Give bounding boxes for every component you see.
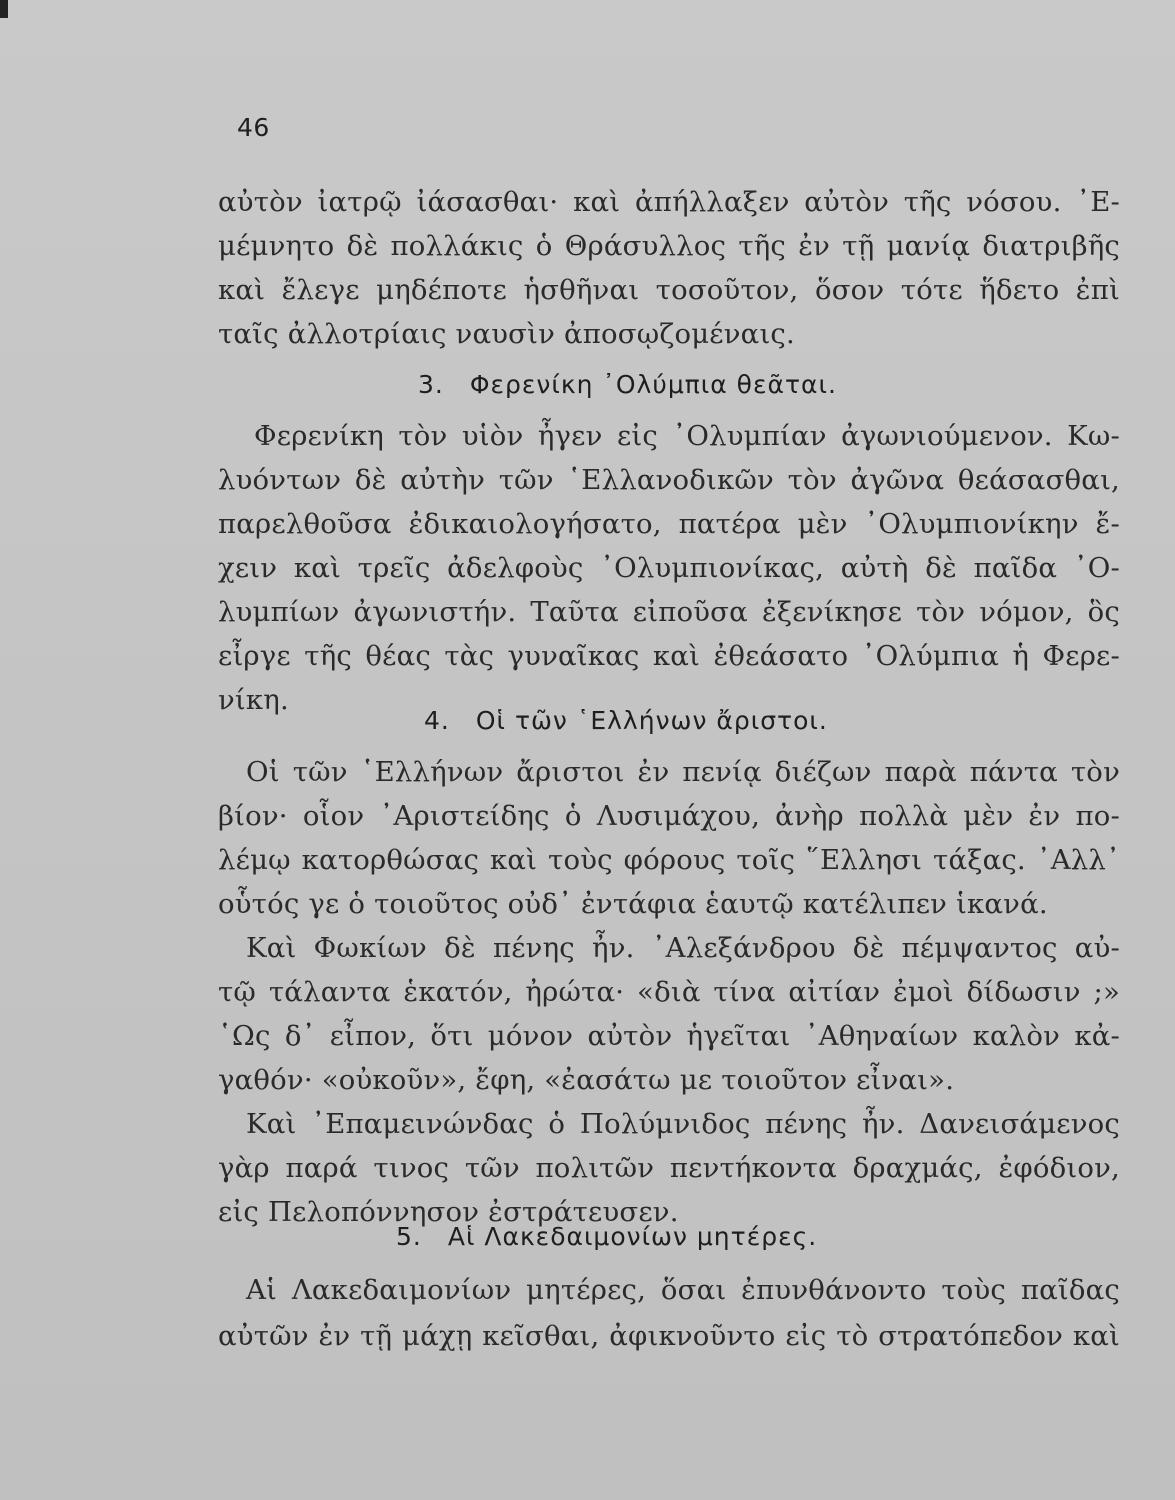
text-line: καὶ ἔλεγε μηδέποτε ἡσθῆναι τοσοῦτον, ὅσον τότε ἥδετο ἐπὶ [218, 274, 1120, 306]
text-line: εἰς Πελοπόννησον ἐστράτευσεν. [218, 1196, 679, 1228]
text-line: αὐτῶν ἐν τῇ μάχῃ κεῖσθαι, ἀφικνοῦντο εἰς τὸ στρατόπεδον καὶ [218, 1320, 1120, 1352]
text-line: παρελθοῦσα ἐδικαιολογήσατο, πατέρα μὲν ᾿Ολυμπιονίκην ἔ- [218, 508, 1120, 540]
section-heading-4 [424, 706, 828, 735]
section-heading-3 [418, 370, 837, 399]
page-number: 46 [237, 113, 270, 142]
section-title: Οἱ τῶν ῾Ελλήνων ἄριστοι. [475, 706, 828, 735]
text-line: γαθόν· «οὐκοῦν», ἔφη, «ἐασάτω με τοιοῦτον εἶναι». [218, 1064, 955, 1096]
text-line: Φερενίκη τὸν υἱὸν ἦγεν εἰς ᾿Ολυμπίαν ἀγωνιούμενον. Κω- [254, 420, 1120, 452]
text-line: χειν καὶ τρεῖς ἀδελφοὺς ᾿Ολυμπιονίκας, αὐτὴ δὲ παῖδα ᾿Ο- [218, 552, 1120, 584]
section-number: 5. [396, 1222, 422, 1251]
text-line: Καὶ Φωκίων δὲ πένης ἦν. ᾿Αλεξάνδρου δὲ πέμψαντος αὐ- [246, 932, 1120, 964]
section-number: 3. [418, 370, 444, 399]
text-line: εἶργε τῆς θέας τὰς γυναῖκας καὶ ἐθεάσατο ᾿Ολύμπια ἡ Φερε- [218, 640, 1120, 672]
text-line: οὗτός γε ὁ τοιοῦτος οὐδ᾿ ἐντάφια ἑαυτῷ κατέλιπεν ἱκανά. [218, 888, 1048, 920]
text-line: τῷ τάλαντα ἑκατόν, ἠρώτα· «διὰ τίνα αἰτίαν ἐμοὶ δίδωσιν ;» [218, 976, 1120, 1008]
text-line: γὰρ παρά τινος τῶν πολιτῶν πεντήκοντα δραχμάς, ἐφόδιον, [218, 1152, 1120, 1184]
text-line: λυόντων δὲ αὐτὴν τῶν ῾Ελλανοδικῶν τὸν ἀγῶνα θεάσασθαι, [218, 464, 1120, 496]
text-line: Οἱ τῶν ῾Ελλήνων ἄριστοι ἐν πενίᾳ διέζων παρὰ πάντα τὸν [246, 756, 1120, 788]
text-line: ῾Ως δ᾿ εἶπον, ὅτι μόνον αὐτὸν ἡγεῖται ᾿Αθηναίων καλὸν κἀ- [218, 1020, 1120, 1052]
text-line: Αἱ Λακεδαιμονίων μητέρες, ὅσαι ἐπυνθάνοντο τοὺς παῖδας [246, 1274, 1120, 1306]
section-heading-5 [396, 1222, 817, 1251]
section-number: 4. [424, 706, 450, 735]
text-line: ταῖς ἀλλοτρίαις ναυσὶν ἀποσῳζομέναις. [218, 318, 795, 350]
text-line: Καὶ ᾿Επαμεινώνδας ὁ Πολύμνιδος πένης ἦν. Δανεισάμενος [246, 1108, 1120, 1140]
text-line: αὐτὸν ἰατρῷ ἰάσασθαι· καὶ ἀπήλλαξεν αὐτὸν τῆς νόσου. ᾿Ε- [218, 186, 1120, 218]
text-line: νίκη. [218, 684, 289, 716]
scan-corner-mark [0, 0, 8, 18]
text-line: βίον· οἷον ᾿Αριστείδης ὁ Λυσιμάχου, ἀνὴρ πολλὰ μὲν ἐν πο- [218, 800, 1120, 832]
section-title: Αἱ Λακεδαιμονίων μητέρες. [447, 1222, 818, 1251]
section-title: Φερενίκη ᾿Ολύμπια θεᾶται. [469, 370, 837, 399]
text-line: λυμπίων ἀγωνιστήν. Ταῦτα εἰποῦσα ἐξενίκησε τὸν νόμον, ὃς [218, 596, 1120, 628]
text-line: μέμνητο δὲ πολλάκις ὁ Θράσυλλος τῆς ἐν τῇ μανίᾳ διατριβῆς [218, 230, 1120, 262]
text-line: λέμῳ κατορθώσας καὶ τοὺς φόρους τοῖς ῞Ελλησι τάξας. ᾿Αλλ᾿ [218, 844, 1120, 876]
